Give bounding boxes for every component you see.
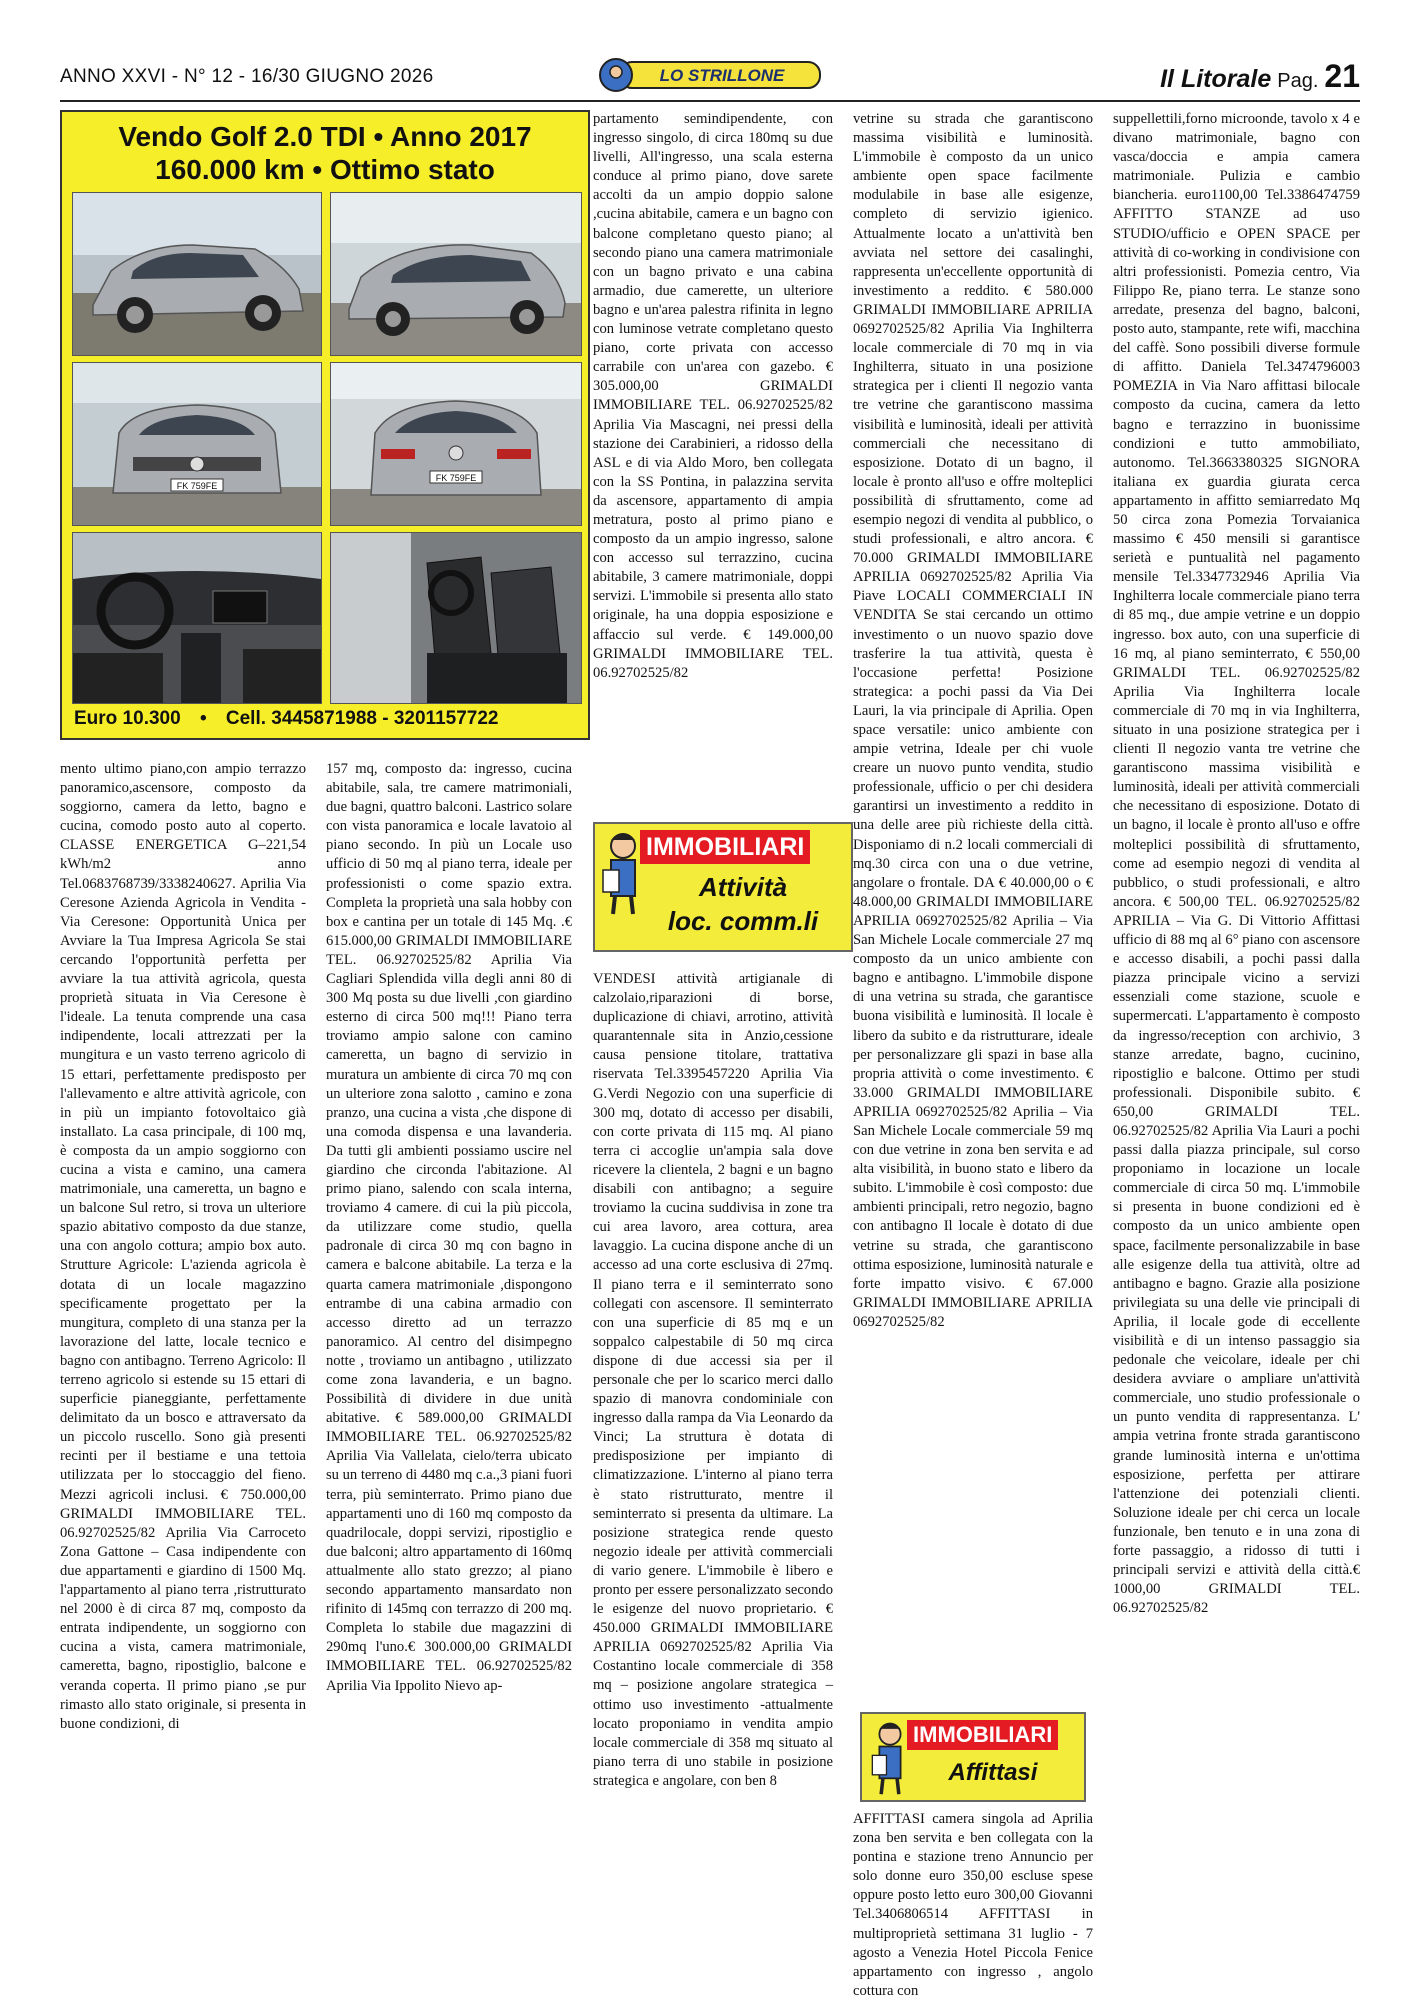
section-title-line2: loc. comm.li	[667, 906, 819, 936]
column-2	[326, 760, 572, 1952]
section-title: Affittasi	[948, 1759, 1038, 1786]
section-title-line1: Attività	[698, 872, 788, 902]
car-phones: Cell. 3445871988 - 3201157722	[225, 708, 499, 729]
car-photo-front-left	[72, 192, 322, 356]
page-header	[60, 56, 1360, 100]
section-label: IMMOBILIARI	[640, 830, 810, 864]
column-3-bottom	[593, 970, 833, 1952]
column-1	[60, 760, 306, 1952]
car-ad-box	[60, 110, 590, 740]
column-3-top-text: partamento semindipendente, con ingresso singolo, di circa 180mq su due livelli, All'ingresso, una scala esterna conduce al primo piano, dove sarete accolti da un ampio doppio salone ,cucina abitabile, camera e un bagno con balcone completano questo piano; al secondo piano una camera matrimoniale con un bagno privato e una cabina armadio, due camerette, un ulteriore bagno e un'area palestra rifinita in legno con luminose vetrate completano questo piano, corte privata con accesso carrabile con un'area con gazebo. € 305.000,00 GRIMALDI IMMOBILIARE TEL. 06.92702525/82 Aprilia Via Mascagni, nei pressi della stazione dei Carabinieri, a ridosso della ASL e di via Aldo Moro, ben collegata con la SS Pontina, in palazzina servita da ascensore, appartamento di ampia metratura, posto al primo piano e composto da un ampio ingresso, salone con accesso sul terrazzino, cucina abitabile, 3 camere matrimoniale, doppi servizi. L'immobile si presenta allo stato originale, ha una doppia esposizione e affaccio sul verde. € 149.000,00 GRIMALDI IMMOBILIARE TEL. 06.92702525/82	[593, 111, 833, 681]
column-5-text: suppellettili,forno microonde, tavolo x 4 e divano matrimoniale, bagno con vasca/doccia e ampia camera matrimoniale. Pulizia e cambio biancheria. euro1100,00 Tel.3386474759 AFFITTO STANZE ad uso STUDIO/ufficio e OPEN SPACE per attività di co-working in condivisione con altri professionisti. Pomezia centro, Via Filippo Re, piano terra. Le stanze sono arredate, presenza del bagno, balconi, posto auto, stampante, rete wifi, macchina del caffè. Sono possibili diverse formule di affitto. Daniela Tel.3474796003 POMEZIA in Via Naro affittasi bilocale composto da cucina, camera da letto bagno e terrazzino in buonissime condizioni e tutto ammobiliato, autonomo. Tel.3663380325 SIGNORA italiana ex guardia giurata cerca appartamento in affitto semiarredato Mq 50 circa zona Pomezia Torvaianica massimo € 450 mensili si garantisce serietà e puntualità nel pagamento mensile Tel.3347732946 Aprilia Via Inghilterra locale commerciale piano terra di 85 mq., due ampie vetrine e un doppio ingresso. box auto, con una superficie di 16 mq, al piano seminterrato, € 550,00 GRIMALDI TEL. 06.92702525/82 Aprilia Via Inghilterra locale commerciale di 70 mq in via Inghilterra, situato in una posizione strategica per i clienti Il negozio vanta tre vetrine che garantiscono massima visibilità e luminosità, ideali per attività commerciali che necessitano di esposizione. Dotato di un bagno, il locale è pronto all'uso e offre molteplici possibilità di sfruttamento, come ad esempio negozi di vendita al pubblico, o studi professionali, e altro ancora. € 500,00 TEL. 06.92702525/82 APRILIA – Via G. Di Vittorio Affittasi ufficio di 88 mq al 6° piano con ascensore e accesso disabili, a pochi passi dalla piazza principale vicino a servizi essenziali come stazione, scuole e supermercati. L'appartamento è composto da ingresso/reception con archivio, 3 stanze arredate, bagno, cucinino, ripostiglio e balcone. Ottimo per studi professionali. Disponibile subito. € 650,00 GRIMALDI TEL. 06.92702525/82 Aprilia Via Lauri a pochi passi dalla piazza principale, sul corso proponiamo in locazione un locale commerciale di circa 50 mq. L'immobile si presenta in buone condizioni ed è composto da un unico ambiente open space, facilmente personalizzabile in base alle esigenze della tua attività, oltre ad antibagno e bagno. Grazie alla posizione privilegiata su una delle vie principali di Aprilia, il locale gode di eccellente visibilità e di un intenso passaggio sia pedonale che veicolare, ideale per chi desidera avviare o ampliare un'attività commerciale, uno studio professionale o un punto vendita di rappresentanza. L' ampia vetrina fronte strada garantiscono grande luminosità interna e un'ottima esposizione, perfetta per attirare l'attenzione dei potenziali clienti. Soluzione ideale per chi cerca un locale funzionale, ben tenuto e in una zona di forte passaggio, a ridosso di tutti i principali servizi e attività della città.€ 1000,00 GRIMALDI TEL. 06.92702525/82	[1113, 111, 1360, 1617]
plate-text-front: FK 759FE	[176, 481, 218, 491]
paper-name: Il Litorale	[1160, 65, 1272, 93]
logo-text: LO STRILLONE	[659, 66, 785, 85]
page-label: Pag.	[1277, 70, 1319, 92]
car-ad-title-line1: Vendo Golf 2.0 TDI • Anno 2017	[118, 121, 532, 152]
column-4-bottom	[853, 1810, 1093, 1999]
column-5	[1113, 110, 1360, 1952]
issue-info: ANNO XXVI - N° 12 - 16/30 GIUGNO 2026	[60, 66, 434, 87]
header-rule	[60, 100, 1360, 102]
car-ad-footer	[74, 708, 580, 730]
car-price: Euro 10.300	[74, 708, 181, 729]
column-3-bottom-text: VENDESI attività artigianale di calzolaio,riparazioni di borse, duplicazione di chiavi, arrotino, attività quarantennale sita in Anzio,cessione causa pensione titolare, trattativa riservata Tel.3395457220 Aprilia Via G.Verdi Negozio con una superficie di 300 mq, dotato di accesso per disabili, con corte privata di 115 mq. Al piano terra ci accoglie un'ampia sala dove ricevere la clientela, 2 bagni e un bagno disabili con antibagno; a seguire troviamo la cucina suddivisa in zone tra cui area lavoro, area cottura, area lavaggio. La cucina dispone anche di un accesso ad una corte esclusiva di 27mq. Il piano terra e il seminterrato sono collegati con ascensore. Il seminterrato con una superficie di 85 mq e un soppalco calpestabile di 50 mq circa dispone di due accessi sia per il personale che per lo scarico merci dallo spazio di manovra condominiale con ingresso dalla rampa da Via Leonardo da Vinci; La struttura è dotata di predisposizione per impianto di climatizzazione. L'interno al piano terra è stato ristrutturato, mentre il seminterrato si presenta da ultimare. La posizione strategica rende questo negozio ideale per attività commerciali di vario genere. L'immobile è libero e pronto per essere personalizzato secondo le esigenze del nuovo proprietario. € 450.000 GRIMALDI IMMOBILIARE APRILIA 0692702525/82 Aprilia Via Costantino locale commerciale di 358 mq – posizione angolare strategica – ottimo uso investimento -attualmente locato proponiamo in vendita ampio locale commerciale di 358 mq situato al piano terra di uno stabile in posizione strategica e angolare, con ben 8	[593, 971, 833, 1789]
footer-bullet: •	[199, 708, 207, 729]
column-4-top-text: vetrine su strada che garantiscono massima visibilità e luminosità. L'immobile è composto da un unico ambiente open space facilmente modulabile in base alle esigenze, completo di servizio igienico. Attualmente locato a un'attività ben avviata nel settore dei casalinghi, rappresenta un'eccellente opportunità di investimento a reddito. € 580.000 GRIMALDI IMMOBILIARE APRILIA 0692702525/82 Aprilia Via Inghilterra locale commerciale di 70 mq in via Inghilterra, situato in una posizione strategica per i clienti Il negozio vanta tre vetrine che garantiscono massima visibilità e luminosità, ideali per attività commerciali che necessitano di esposizione. Dotato di un bagno, il locale è pronto all'uso e offre molteplici possibilità di sfruttamento, come ad esempio negozi di vendita al pubblico, o studi professionali, e altro ancora. € 70.000 GRIMALDI IMMOBILIARE APRILIA 0692702525/82 Aprilia Via Piave LOCALI COMMERCIALI IN VENDITA Se stai cercando un ottimo investimento o un nuovo spazio dove trasferire la tua attività, questa è l'occasione perfetta! Posizione strategica: a pochi passi da Via Dei Lauri, la via principale di Aprilia. Open space versatile: unico ambiente con ampie vetrina, Ideale per chi vuole creare un nuovo punto vendita, studio professionale, ufficio o per chi desidera garantirsi un investimento a reddito in una delle aree più richieste della città. Disponiamo di n.2 locali commerciali di mq.30 circa con una o due vetrine, angolare o frontale. DA € 40.000,00 o € 48.000,00 GRIMALDI IMMOBILIARE APRILIA 0692702525/82 Aprilia – Via San Michele Locale commerciale 27 mq composto da un unico ambiente con bagno e antibagno. L'immobile dispone di una vetrina su strada, che garantisce buona visibilità e luminosità. Il locale è libero da subito e da ristrutturare, ideale per personalizzare gli spazi in base alla propria attività o come investimento. € 33.000 GRIMALDI IMMOBILIARE APRILIA 0692702525/82 Aprilia – Via San Michele Locale commerciale 59 mq con due vetrine in zona ben servita e ad alta visibilità, in buono stato e libero da subito. L'immobile è così composto: due ambienti principali, retro negozio, bagno con antibagno Il locale è dotato di due vetrine su strada, che garantiscono ottima esposizione, luminosità naturale e forte impatto visivo. € 67.000 GRIMALDI IMMOBILIARE APRILIA 0692702525/82	[853, 111, 1093, 1330]
car-ad-title-line2: 160.000 km • Ottimo stato	[155, 154, 495, 185]
column-4-top	[853, 110, 1093, 1690]
car-ad-title	[62, 120, 588, 186]
section-header-commerciali	[593, 822, 853, 952]
column-1-text: mento ultimo piano,con ampio terrazzo panoramico,ascensore, composto da soggiorno, camera da letto, bagno e cucina, comodo posto auto al coperto. CLASSE ENERGETICA G–221,54 kWh/m2 anno Tel.0683768739/3338240627. Aprilia Via Ceresone Azienda Agricola in Vendita - Via Ceresone: Opportunità Unica per Avviare la Tua Impresa Agricola Se stai cercando l'opportunità perfetta per avviare la tua attività agricola, questa proprietà situata in Via Ceresone è l'ideale. La tenuta comprende una casa indipendente, locali attrezzati per la mungitura e un vasto terreno agricolo di 15 ettari, perfettamente predisposto per l'allevamento e altre attività agricole, con in più un impianto fotovoltaico già installato. La casa principale, di 100 mq, è composta da un ampio soggiorno con cucina a vista e camino, una camera matrimoniale, una cameretta, un bagno e un balcone Sul retro, si trova un ulteriore spazio abitativo composto da due stanze, una con angolo cottura; ampio box auto. Strutture Agricole: L'azienda agricola è dotata di un locale magazzino specificamente progettato per la mungitura, completo di una stanza per la lavorazione del latte, locale tecnico e bagno con antibagno. Terreno Agricolo: Il terreno agricolo si estende su 15 ettari di superficie pianeggiante, perfettamente delimitato da un bosco e attraversato da un piccolo ruscello. Sono già presenti recinti per il bestiame e una tettoia utilizzata per lo stoccaggio del fieno. Mezzi agricoli inclusi. € 750.000,00 GRIMALDI IMMOBILIARE TEL. 06.92702525/82 Aprilia Via Carroceto Zona Gattone – Casa indipendente con due appartamenti e giardino di 1500 Mq. l'appartamento al piano terra ,ristrutturato nel 2000 è di circa 87 mq, composto da entrata indipendente, un soggiorno con cucina a vista, camera matrimoniale, cameretta, bagno, ripostiglio, balcone e veranda coperta. Il primo piano ,se pur rimasto allo stato originale, si presenta in buone condizioni, di	[60, 761, 306, 1732]
section-header-affittasi	[860, 1712, 1086, 1802]
column-4-bottom-text: AFFITTASI camera singola ad Aprilia zona ben servita e ben collegata con la pontina e stazione treno Annuncio per solo donne euro 350,00 escluse spese oppure posto letto euro 300,00 Giovanni Tel.3406806514 AFFITTASI in multiproprietà settimana 31 luglio - 7 agosto a Venezia Hotel Piccola Fenice appartamento con ingresso , angolo cottura con	[853, 1811, 1093, 1999]
column-2-text: 157 mq, composto da: ingresso, cucina abitabile, sala, tre camere matrimoniali, due bagni, quattro balconi. Lastrico solare con vista panoramica e locale lavatoio al piano secondo. In più un Locale uso ufficio di 50 mq al piano terra, ideale per professionisti o come spazio extra. Completa la proprietà una sala hobby con box e cantina per un totale di 145 Mq. .€ 615.000,00 GRIMALDI IMMOBILIARE TEL. 06.92702525/82 Aprilia Via Cagliari Splendida villa degli anni 80 di 300 Mq posta su due livelli ,con giardino esterno di circa 500 mq!!! Piano terra troviamo ampio salone con camino cameretta, un bagno di servizio in muratura un ambiente di circa 70 mq con un ulteriore zona salotto , camino e zona pranzo, una cucina a vista ,che dispone di una comoda dispensa e una lavanderia. Da tutti gli ambienti possiamo uscire nel giardino che circonda l'abitazione. Al primo piano, salendo con scala interna, troviamo 4 camere. di cui la più piccola, da utilizzare come studio, quella padronale di circa 30 mq con bagno in camera e balcone abitabile. La terza e la quarta camera matrimoniale ,dispongono entrambe di una cabina armadio con accesso diretto ad un terrazzo panoramico. Al centro del disimpegno notte , troviamo un antibagno , utilizzato come zona lavanderia, e un bagno. Possibilità di dividere in due unità abitative. € 589.000,00 GRIMALDI IMMOBILIARE TEL. 06.92702525/82 Aprilia Via Vallelata, cielo/terra ubicato su un terreno di 4480 mq c.a.,3 piani fuori terra, più seminterrato. Primo piano due appartamenti uno di 160 mq composto da quadrilocale, doppi servizi, ripostiglio e due balconi; altro appartamento di 160mq attualmente allo stato grezzo; al piano secondo appartamento mansardato non rifinito di 145mq con terrazzo di 200 mq. Completa lo stabile due magazzini di 290mq l'uno.€ 300.000,00 GRIMALDI IMMOBILIARE TEL. 06.92702525/82 Aprilia Via Ippolito Nievo ap-	[326, 761, 573, 1694]
car-photo-dashboard	[72, 532, 322, 704]
car-photo-rear-right	[330, 192, 582, 356]
column-3-top	[593, 110, 833, 798]
plate-text-rear: FK 759FE	[435, 473, 477, 483]
car-photo-seats	[330, 532, 582, 704]
section-label: IMMOBILIARI	[907, 1720, 1058, 1750]
car-photo-front	[72, 362, 322, 526]
lo-strillone-logo	[590, 56, 830, 94]
car-photo-rear	[330, 362, 582, 526]
page-number: 21	[1324, 58, 1360, 94]
paper-info	[1160, 58, 1360, 95]
